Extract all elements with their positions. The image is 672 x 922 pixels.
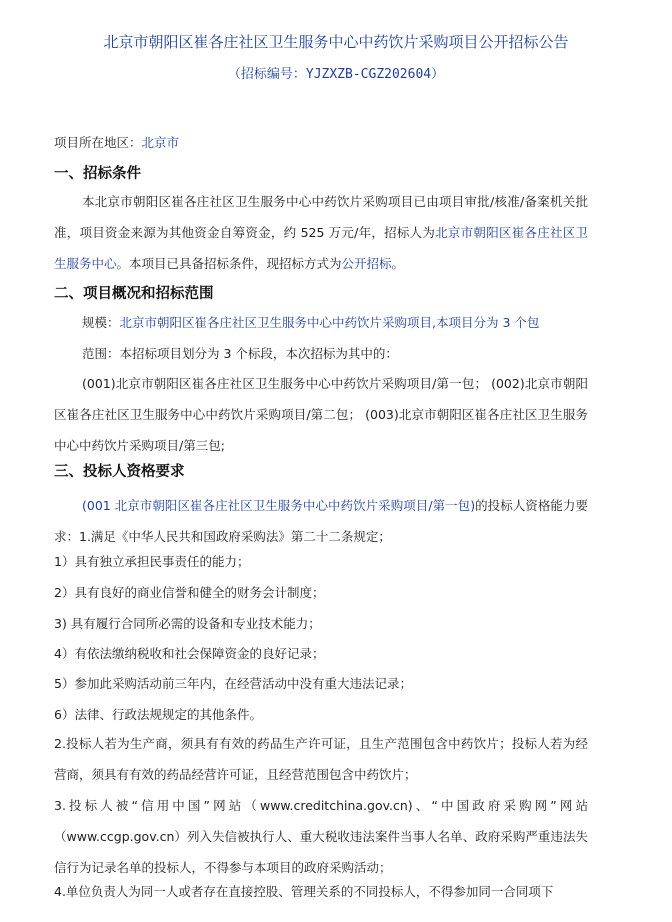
region-value: 北京市: [141, 135, 180, 150]
qualification-item-2: 2）具有良好的商业信誉和健全的财务会计制度；: [54, 585, 325, 600]
qualification-item-1: 1）具有独立承担民事责任的能力；: [54, 554, 250, 569]
region-label: 项目所在地区：: [54, 135, 142, 150]
project-range: 范围：本招标项目划分为 3 个标段，本次招标为其中的：: [82, 346, 398, 361]
requirement-credit-check: 3.投标人被“信用中国”网站（www.creditchina.gov.cn)、“中国政府采购网”网站（www.ccgp.gov.cn）列入失信被执行人、重大税收违法案件当事人名单、政府采购严重违法失信行为记录名单的投标人，不得参与本项目的政府采购活动；: [54, 798, 588, 875]
requirement-related-bidders: 4.单位负责人为同一人或者存在直接控股、管理关系的不同投标人，不得参加同一合同项下: [54, 884, 554, 899]
tender-method: 公开招标: [341, 256, 392, 271]
qualification-package-ref: (001 北京市朝阳区崔各庄社区卫生服务中心中药饮片采购项目/第一包): [82, 498, 476, 513]
section-heading-bidder-qualifications: 三、投标人资格要求: [54, 464, 185, 480]
tender-conditions-text-e: 。: [391, 256, 405, 271]
qualification-item-5: 5）参加此采购活动前三年内，在经营活动中没有重大违法记录；: [54, 676, 412, 691]
qualification-intro: [54, 490, 588, 552]
package-list: (001)北京市朝阳区崔各庄社区卫生服务中心中药饮片采购项目/第一包； (002)北京市朝阳区崔各庄社区卫生服务中心中药饮片采购项目/第二包； (003)北京市朝阳区崔各庄社区卫生服务中心中药饮片采购项目/第三包;: [54, 376, 588, 453]
project-region: [54, 134, 179, 152]
bid-number-suffix: ）: [431, 67, 445, 82]
qualification-item-4: 4）有依法缴纳税收和社会保障资金的良好记录；: [54, 646, 325, 661]
section-heading-project-overview: 二、项目概况和招标范围: [54, 286, 214, 302]
qualification-item-3: 3) 具有履行合同所必需的设备和专业技术能力；: [54, 616, 321, 631]
page-title: 北京市朝阳区崔各庄社区卫生服务中心中药饮片采购项目公开招标公告: [103, 33, 569, 51]
bid-number-prefix: （招标编号：: [227, 67, 306, 82]
requirement-drug-license: 2.投标人若为生产商，须具有有效的药品生产许可证，且生产范围包含中药饮片；投标人若为经营商，须具有有效的药品经营许可证，且经营范围包含中药饮片；: [54, 736, 588, 782]
section-heading-tender-conditions: 一、招标条件: [54, 166, 141, 182]
scale-text: 北京市朝阳区崔各庄社区卫生服务中心中药饮片采购项目,本项目分为 3 个包: [119, 315, 540, 330]
qualification-item-6: 6）法律、行政法规规定的其他条件。: [54, 707, 262, 722]
bid-number-value: YJZXZB-CGZ202604: [305, 67, 432, 82]
tenderer-name: 北京市朝阳区崔各庄社区卫生服务中心: [54, 225, 588, 271]
qualification-intro-text: 的投标人资格能力要求：1.满足《中华人民共和国政府采购法》第二十二条规定；: [54, 498, 588, 544]
tender-conditions-text-a: 本北京市朝阳区崔各庄社区卫生服务中心中药饮片采购项目已由项目审批/核准/备案机关批准，项目资金来源为其他资金自筹资金，约 525 万元/年，招标人为: [54, 194, 588, 240]
tender-conditions-text-c: 。本项目已具备招标条件，现招标方式为: [116, 256, 342, 271]
project-scale: [82, 314, 622, 332]
tender-conditions-paragraph: [54, 186, 588, 279]
scale-label: 规模：: [82, 315, 120, 330]
bid-number: [0, 66, 672, 84]
